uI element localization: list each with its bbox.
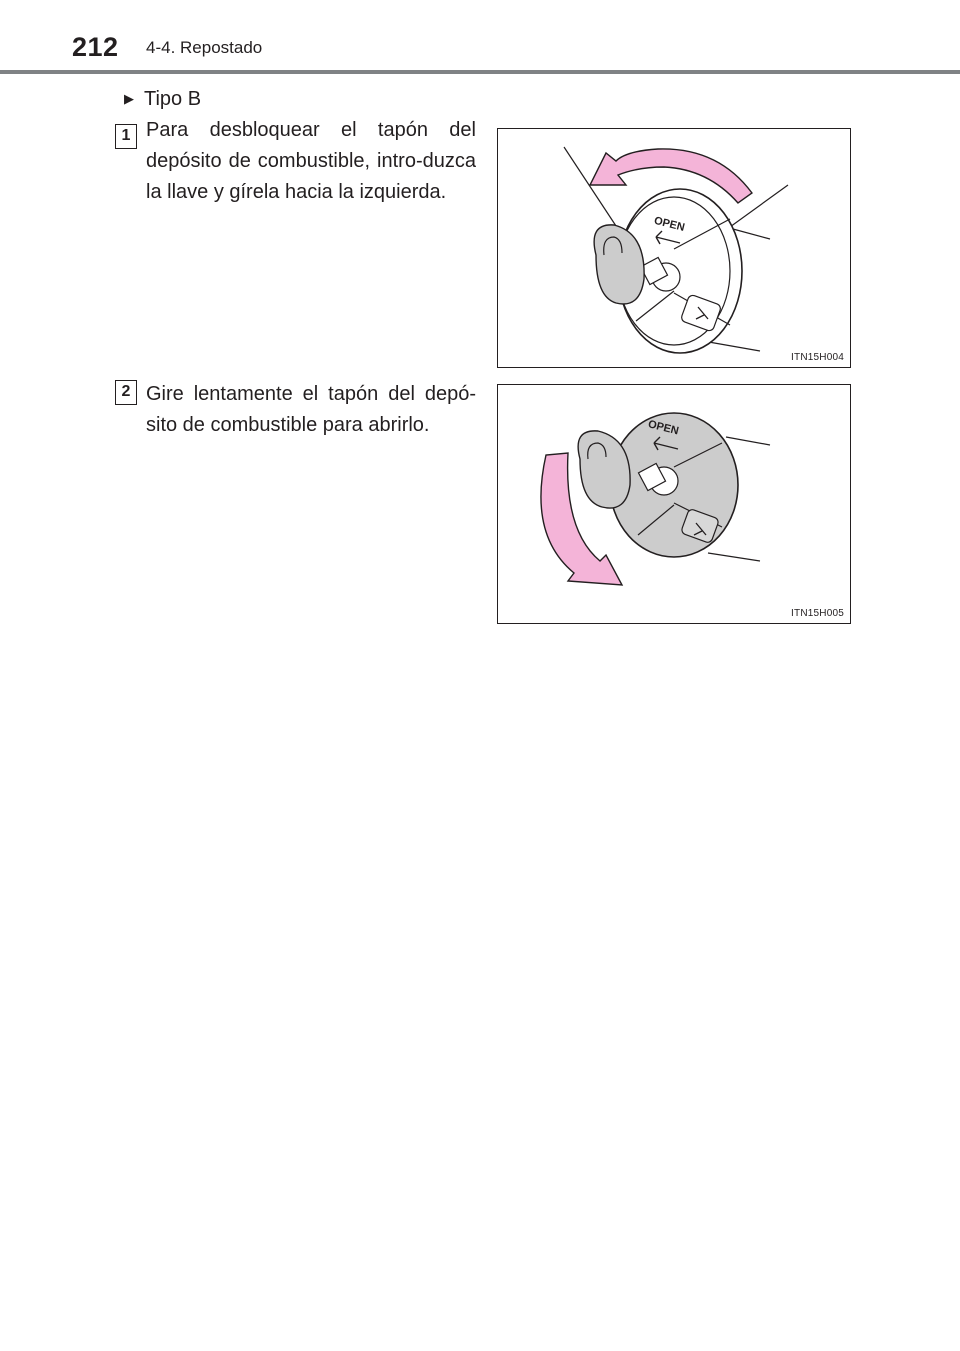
section-title: 4-4. Repostado: [146, 38, 263, 57]
header-rule: [0, 70, 960, 74]
fuel-cap-key-turn-illustration: [498, 129, 850, 367]
step-1-badge: 1: [115, 124, 137, 149]
figure-2-open-label: OPEN: [646, 418, 680, 438]
step-1-text: Para desbloquear el tapón del depósito de combustible, intro-duzca la llave y gírela hacia la izquierda.: [146, 119, 476, 203]
page-number: 212: [72, 32, 119, 62]
figure-1-code: ITN15H004: [791, 352, 844, 363]
subhead: [124, 88, 201, 111]
figure-1-open-label: OPEN: [652, 214, 686, 234]
triangle-bullet-icon: ▶: [124, 91, 134, 106]
figure-step-1: [497, 128, 851, 368]
subhead-text: Tipo B: [144, 88, 202, 110]
fuel-cap-open-rotation-illustration: [498, 385, 850, 623]
figure-2-code: ITN15H005: [791, 608, 844, 619]
figure-step-2: [497, 384, 851, 624]
step-2-badge: 2: [115, 380, 137, 405]
step-2-text: Gire lentamente el tapón del depó-sito de combustible para abrirlo.: [146, 383, 476, 436]
